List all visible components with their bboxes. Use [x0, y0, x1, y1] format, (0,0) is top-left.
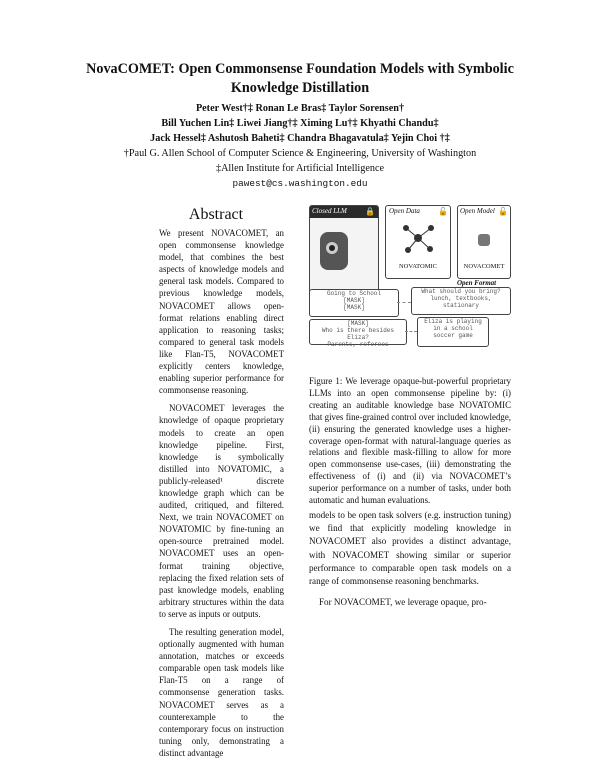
example-text: soccer game: [433, 332, 473, 339]
open-format-label: Open Format: [457, 279, 497, 287]
open-model-panel: [457, 205, 511, 279]
novacomet-label: NOVACOMET: [463, 263, 505, 270]
open-data-label: Open Data: [389, 207, 420, 215]
affiliation-ai2: ‡Allen Institute for Artificial Intelligence: [215, 163, 385, 174]
paper-title: [0, 60, 600, 98]
closed-llm-label: Closed LLM: [312, 207, 347, 215]
author-list: [0, 101, 600, 146]
example-text: in a school: [433, 325, 473, 332]
lock-icon: 🔒: [365, 207, 375, 216]
right-column-body: [309, 509, 511, 615]
open-data-panel: [385, 205, 451, 279]
novatomic-label: NOVATOMIC: [398, 263, 438, 270]
graph-icon: [398, 220, 438, 256]
contact-email[interactable]: pawest@cs.washington.edu: [232, 178, 368, 189]
affiliations: [0, 146, 600, 191]
example-box-school-answer: [411, 287, 511, 315]
example-text: Who is there besides Eliza?: [321, 327, 394, 341]
figure-caption: Figure 1: We leverage opaque-but-powerful proprietary LLMs into an open commonsense pipeline by: (i) creating an auditable knowledge base NOVATOMIC that gives fine-grained control over included knowledge, (ii) ensuring the generated knowledge uses a higher-coverage open-format with natural-language queries as relations and flexible mask-filling to allow for more open commonsense use-cases, (iii) demonstrating the effectiveness of (i) and (ii) via NOVACOMET’s superior performance on a number of tasks, under both automatic and human evaluations.: [309, 376, 511, 506]
lock-open-icon: 🔓: [498, 207, 508, 216]
authors-line-2: Bill Yuchen Lin‡ Liwei Jiang†‡ Ximing Lu†‡ Khyathi Chandu‡: [161, 118, 439, 129]
title-line-1: NovaCOMET: Open Commonsense Foundation Models with Symbolic: [86, 61, 514, 77]
example-text: Eliza is playing: [424, 318, 482, 325]
abstract-heading: Abstract: [188, 206, 244, 223]
abstract-paragraph-2: NOVACOMET leverages the knowledge of opaque proprietary models to create an open knowledge pipeline. First, knowledge is symbolically distilled into NOVATOMIC, a publicly-released¹ discrete knowledge graph which can be audited, critiqued, and filtered. Next, we train NOVACOMET on NOVATOMIC by fine-tuning an open-source pretrained model. NOVACOMET uses an open-format training objective, replacing the fixed relation sets of past knowledge models, enabling arbitrary structures within the data to serve as inputs or outputs.: [159, 403, 284, 619]
figure-1: [309, 205, 511, 375]
example-text: Parents, referees: [327, 341, 389, 348]
example-text: What should you bring?: [421, 288, 501, 295]
body-paragraph-1: models to be open task solvers (e.g. instruction tuning) we find that explicitly modeling knowledge in NOVACOMET also provides a distinct advantage, with NOVACOMET showing similar or superior performance to comparable open task models on a range of commonsense reasoning benchmarks.: [309, 510, 511, 587]
dashed-arrow: [397, 302, 411, 303]
robot-icon: [320, 232, 348, 270]
example-text: lunch, textbooks,: [430, 295, 492, 302]
example-text: [MASK]: [343, 297, 365, 304]
example-box-eliza-query: [309, 319, 407, 348]
authors-line-3: Jack Hessel‡ Ashutosh Baheti‡ Chandra Bhagavatula‡ Yejin Choi †‡: [150, 133, 450, 144]
abstract-paragraph-1: We present NOVACOMET, an open commonsense knowledge model, that combines the best aspects of knowledge models and general task models. Compared to previous knowledge models, NOVACOMET allows open-format relations enabling direct application to reasoning tasks; compared to general task models like Flan-T5, NOVACOMET explicitly centers knowledge, enabling superior performance for commonsense reasoning.: [159, 228, 284, 396]
example-text: Going to School: [326, 290, 381, 297]
example-text: [MASK]: [347, 320, 369, 327]
example-text: stationary: [442, 302, 479, 309]
lock-open-icon: 🔓: [438, 207, 448, 216]
dashed-arrow: [405, 331, 417, 332]
abstract-paragraph-3: The resulting generation model, optionally augmented with human annotation, matches or exceeds comparable open task models like Flan-T5 on a range of commonsense generation tasks. NOVACOMET serves as a counterexample to the contemporary focus on instruction tuning only, demonstrating a distinct advantage: [159, 627, 284, 758]
example-box-eliza-context: [417, 317, 489, 347]
open-model-label: Open Model: [460, 207, 495, 215]
authors-line-1: Peter West†‡ Ronan Le Bras‡ Taylor Sorensen†: [195, 103, 405, 114]
robot-icon: [478, 234, 490, 246]
example-text: [MASK]: [343, 304, 365, 311]
example-box-school-query: [309, 289, 399, 317]
closed-llm-panel: [309, 205, 379, 297]
affiliation-uw: †Paul G. Allen School of Computer Science & Engineering, University of Washington: [123, 148, 477, 159]
title-line-2: Knowledge Distillation: [230, 80, 370, 96]
abstract-body: [159, 227, 284, 765]
body-paragraph-2: For NOVACOMET, we leverage opaque, pro-: [319, 597, 487, 608]
